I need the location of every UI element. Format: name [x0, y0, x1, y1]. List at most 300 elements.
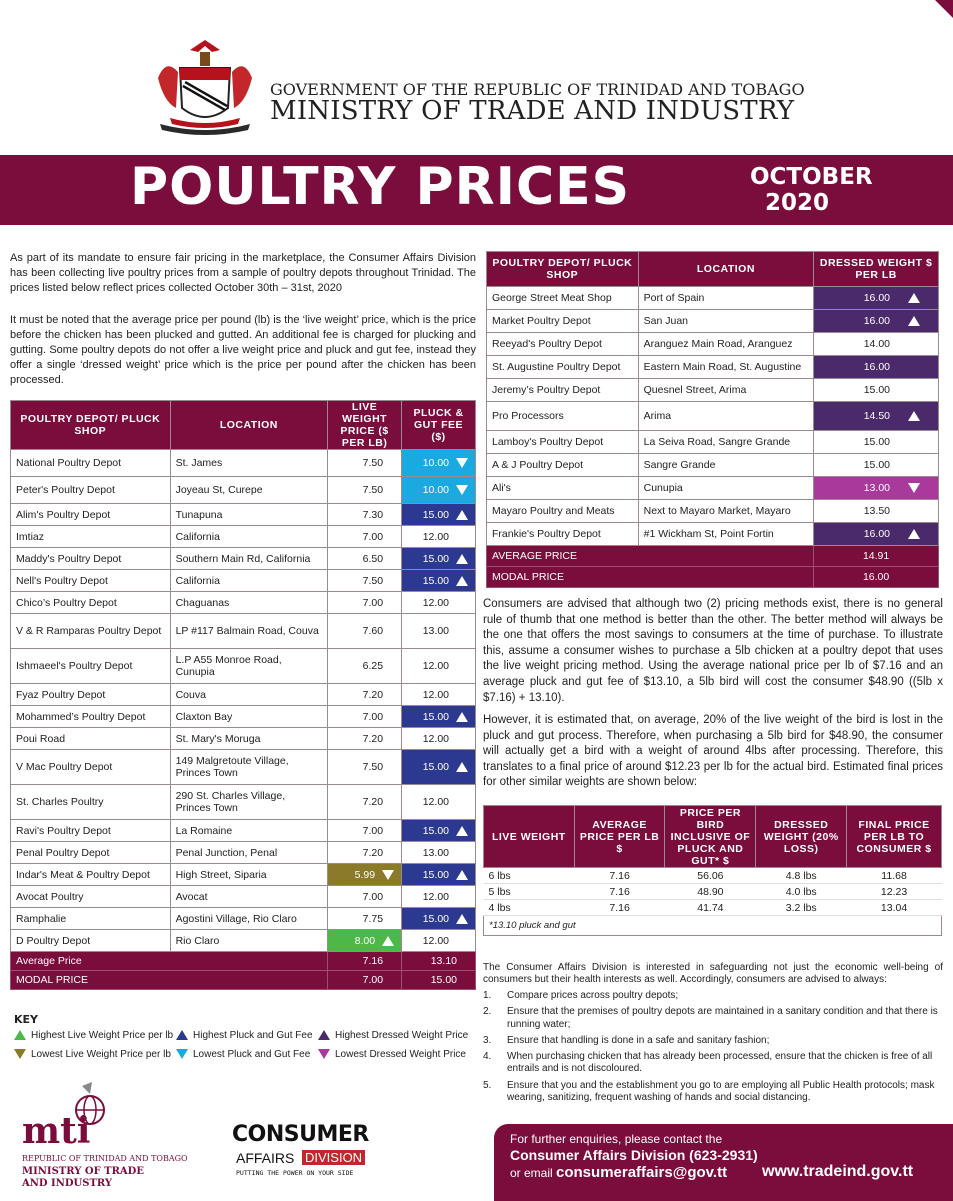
triangle-down-icon — [908, 483, 920, 493]
table-row — [11, 570, 476, 592]
dressed-price-value: 16.00 — [863, 292, 890, 304]
mti-sub1: REPUBLIC OF TRINIDAD AND TOBAGO — [22, 1154, 188, 1163]
live-weight-cell: 5 lbs — [484, 884, 575, 900]
title-year: 2020 — [765, 190, 830, 216]
dressed-weight-price — [814, 379, 939, 402]
live-weight-price — [328, 526, 402, 548]
depot-location: Next to Mayaro Market, Mayaro — [638, 500, 814, 523]
depot-name: George Street Meat Shop — [487, 287, 639, 310]
list-item — [483, 1080, 943, 1105]
live-weight-price — [328, 728, 402, 750]
fee-value: 15.00 — [422, 574, 449, 587]
live-weight-price — [328, 864, 402, 886]
depot-location: L.P A55 Monroe Road, Cunupia — [170, 649, 328, 684]
depot-location: Port of Spain — [638, 287, 814, 310]
pluck-gut-fee — [402, 820, 476, 842]
depot-location: Avocat — [170, 886, 328, 908]
col-header-price-per-bird: PRICE PER BIRD INCLUSIVE OF PLUCK AND GUT* $ — [665, 806, 756, 868]
depot-name: Nell's Poultry Depot — [11, 570, 171, 592]
live-weight-price — [328, 706, 402, 728]
depot-location: Agostini Village, Rio Claro — [170, 908, 328, 930]
fee-value: 10.00 — [422, 457, 449, 469]
ministry-heading: MINISTRY OF TRADE AND INDUSTRY — [270, 96, 795, 126]
corner-accent — [935, 0, 953, 18]
col-header-location: LOCATION — [638, 252, 814, 287]
fee-value: 15.00 — [422, 508, 449, 521]
depot-name: Imtiaz — [11, 526, 171, 548]
table-row — [487, 356, 939, 379]
fee-value: 15.00 — [422, 824, 449, 837]
average-fee: 13.10 — [402, 952, 476, 971]
live-weight-value: 7.50 — [362, 574, 384, 587]
live-weight-price — [328, 886, 402, 908]
table-row — [11, 649, 476, 684]
depot-location: High Street, Siparia — [170, 864, 328, 886]
live-weight-price — [328, 548, 402, 570]
dressed-weight-price — [814, 310, 939, 333]
table-row — [487, 523, 939, 546]
live-weight-value: 6.25 — [362, 660, 384, 672]
depot-name: Market Poultry Depot — [487, 310, 639, 333]
table-row — [11, 728, 476, 750]
triangle-down-icon — [318, 1049, 330, 1059]
fee-value: 15.00 — [422, 761, 449, 773]
average-price-label: Average Price — [11, 952, 328, 971]
final-price-cell: 13.04 — [847, 900, 942, 916]
pluck-gut-fee — [402, 750, 476, 785]
list-text: Ensure that the premises of poultry depots are maintained in a sanitary condition and that there is running water; — [507, 1006, 938, 1030]
fee-value: 13.00 — [422, 846, 449, 859]
table-row — [11, 548, 476, 570]
live-weight-value: 5.99 — [354, 868, 376, 881]
title-month: OCTOBER — [750, 164, 873, 190]
depot-location: California — [170, 526, 328, 548]
dressed-weight-cell: 4.8 lbs — [756, 868, 847, 884]
dressed-price-value: 15.00 — [863, 459, 890, 471]
depot-location: Couva — [170, 684, 328, 706]
depot-name: Ali's — [487, 477, 639, 500]
pluck-gut-fee — [402, 706, 476, 728]
website-link[interactable]: www.tradeind.gov.tt — [762, 1163, 914, 1180]
list-number: 4. — [483, 1051, 492, 1063]
triangle-down-icon — [14, 1049, 26, 1059]
triangle-up-icon — [908, 293, 920, 303]
col-header-location: LOCATION — [170, 401, 328, 450]
list-item — [483, 1006, 943, 1031]
depot-location: Tunapuna — [170, 504, 328, 526]
consumer-advice-paragraph-1: Consumers are advised that although two (2) pricing methods exist, there is no general rule of thumb that one method is better than the other. The better method will always be the one that offers the most savings to consumers at the time of purchase. To illustrate this, assume a consumer wishes to purchase a 5lb chicken at a poultry depot that uses the live weight pricing method. Using the average national price per lb of $7.16 and an average pluck and gut fee of $13.10, a 5lb bird will cost the consumer $48.90 ((5lb x $7.16) + 13.10). — [483, 598, 943, 704]
triangle-down-icon — [382, 870, 394, 880]
modal-price-label: MODAL PRICE — [487, 567, 814, 588]
col-header-dressed-weight: DRESSED WEIGHT (20% LOSS) — [756, 806, 847, 868]
depot-name: St. Charles Poultry — [11, 785, 171, 820]
live-weight-price — [328, 750, 402, 785]
depot-name: St. Augustine Poultry Depot — [487, 356, 639, 379]
table-row — [487, 379, 939, 402]
depot-name: A & J Poultry Depot — [487, 454, 639, 477]
pluck-gut-fee — [402, 886, 476, 908]
dressed-price-value: 13.00 — [863, 482, 890, 494]
pluck-gut-fee — [402, 785, 476, 820]
depot-name: V & R Ramparas Poultry Depot — [11, 614, 171, 649]
list-number: 2. — [483, 1006, 492, 1018]
depot-name: Ravi's Poultry Depot — [11, 820, 171, 842]
coat-of-arms-icon — [150, 38, 260, 138]
table-row — [11, 526, 476, 548]
key-lowest-fee: Lowest Pluck and Gut Fee — [176, 1049, 310, 1060]
fee-value: 12.00 — [422, 688, 449, 701]
dressed-weight-price — [814, 333, 939, 356]
depot-name: National Poultry Depot — [11, 450, 171, 477]
table-row — [487, 333, 939, 356]
modal-fee: 15.00 — [402, 971, 476, 990]
depot-location: Quesnel Street, Arima — [638, 379, 814, 402]
list-text: When purchasing chicken that has already been processed, ensure that the chicken is free of all entrails and is not discoloured. — [507, 1051, 933, 1075]
col-header-live-price: LIVE WEIGHT PRICE ($ PER LB) — [328, 401, 402, 450]
live-weight-value: 7.50 — [362, 484, 384, 496]
dressed-weight-price — [814, 402, 939, 431]
cad-line2b: DIVISION — [302, 1150, 365, 1165]
live-weight-value: 7.75 — [362, 912, 384, 925]
dressed-price-value: 15.00 — [863, 384, 890, 396]
triangle-up-icon — [456, 762, 468, 772]
table-row — [487, 310, 939, 333]
dressed-weight-price — [814, 500, 939, 523]
contact-line-3: or email consumeraffairs@gov.tt — [510, 1164, 728, 1181]
table-row — [11, 614, 476, 649]
pluck-gut-fee — [402, 570, 476, 592]
depot-location: Southern Main Rd, California — [170, 548, 328, 570]
list-text: Ensure that you and the establishment you go to are employing all Public Health protocols; mask wearing, sanitizing, frequent washing of hands and social distancing. — [507, 1079, 935, 1104]
dressed-weight-price — [814, 431, 939, 454]
table-row — [484, 884, 942, 900]
triangle-up-icon — [908, 529, 920, 539]
contact-email-link[interactable]: consumeraffairs@gov.tt — [556, 1164, 728, 1181]
pluck-gut-fee — [402, 614, 476, 649]
fee-value: 15.00 — [422, 552, 449, 565]
live-weight-price — [328, 614, 402, 649]
fee-value: 12.00 — [422, 890, 449, 903]
cad-tagline: PUTTING THE POWER ON YOUR SIDE — [236, 1169, 354, 1177]
dressed-weight-cell: 4.0 lbs — [756, 884, 847, 900]
depot-location: 290 St. Charles Village, Princes Town — [170, 785, 328, 820]
depot-name: Mohammed’s Poultry Depot — [11, 706, 171, 728]
depot-location: LP #117 Balmain Road, Couva — [170, 614, 328, 649]
final-price-cell: 12.23 — [847, 884, 942, 900]
pluck-gut-fee — [402, 592, 476, 614]
triangle-up-icon — [14, 1030, 26, 1040]
dressed-price-value: 15.00 — [863, 436, 890, 448]
table-row — [11, 930, 476, 952]
page-title: POULTRY PRICES — [130, 157, 631, 217]
average-price-cell: 7.16 — [574, 884, 665, 900]
live-weight-price — [328, 684, 402, 706]
depot-name: Fyaz Poultry Depot — [11, 684, 171, 706]
live-weight-price — [328, 842, 402, 864]
dressed-weight-price — [814, 523, 939, 546]
government-heading: GOVERNMENT OF THE REPUBLIC OF TRINIDAD AND TOBAGO — [270, 80, 805, 99]
col-header-fee: PLUCK & GUT FEE ($) — [402, 401, 476, 450]
live-weight-value: 7.20 — [362, 732, 384, 745]
modal-dressed-price: 16.00 — [814, 567, 939, 588]
advice-list — [483, 990, 943, 1108]
depot-location: Cunupia — [638, 477, 814, 500]
table-row — [11, 592, 476, 614]
triangle-down-icon — [456, 458, 468, 468]
live-weight-price — [328, 820, 402, 842]
depot-location: Aranguez Main Road, Aranguez — [638, 333, 814, 356]
table-row — [11, 750, 476, 785]
live-weight-value: 7.00 — [362, 824, 384, 837]
mti-logo — [22, 1080, 212, 1192]
depot-location: #1 Wickham St, Point Fortin — [638, 523, 814, 546]
table-row — [11, 908, 476, 930]
table-row — [484, 900, 942, 916]
depot-name: Chico’s Poultry Depot — [11, 592, 171, 614]
dressed-price-value: 13.50 — [863, 505, 890, 517]
triangle-up-icon — [456, 914, 468, 924]
intro-paragraph-1: As part of its mandate to ensure fair pricing in the marketplace, the Consumer Affairs Division has been collecting live poultry prices from a sample of poultry depots throughout Trinidad. The prices listed below reflect prices collected October 30th – 31st, 2020 — [10, 252, 476, 294]
depot-name: Mayaro Poultry and Meats — [487, 500, 639, 523]
pluck-gut-fee — [402, 504, 476, 526]
table-row — [11, 886, 476, 908]
triangle-up-icon — [908, 316, 920, 326]
triangle-up-icon — [176, 1030, 188, 1040]
depot-location: Eastern Main Road, St. Augustine — [638, 356, 814, 379]
pluck-gut-fee — [402, 548, 476, 570]
key-highest-live: Highest Live Weight Price per lb — [14, 1030, 173, 1041]
live-weight-value: 7.00 — [362, 530, 384, 543]
live-weight-price — [328, 592, 402, 614]
fee-value: 15.00 — [422, 868, 449, 881]
pluck-gut-fee — [402, 728, 476, 750]
dressed-weight-price — [814, 287, 939, 310]
depot-location: Arima — [638, 402, 814, 431]
final-price-estimate-table — [483, 805, 942, 936]
live-weight-price — [328, 649, 402, 684]
safeguard-intro: The Consumer Affairs Division is interested in safeguarding not just the economic well-being of consumers but their health interests as well. Accordingly, consumers are advised to always: — [483, 962, 943, 986]
triangle-up-icon — [908, 411, 920, 421]
triangle-up-icon — [456, 510, 468, 520]
live-weight-price — [328, 504, 402, 526]
col-header-final-price: FINAL PRICE PER LB TO CONSUMER $ — [847, 806, 942, 868]
depot-name: Ishmaeel's Poultry Depot — [11, 649, 171, 684]
live-weight-value: 7.20 — [362, 846, 384, 859]
average-live-price: 7.16 — [328, 952, 402, 971]
triangle-down-icon — [456, 485, 468, 495]
fee-value: 12.00 — [422, 796, 449, 808]
table-row — [487, 477, 939, 500]
fee-value: 12.00 — [422, 934, 449, 947]
dressed-price-value: 14.00 — [863, 338, 890, 350]
table-row — [11, 504, 476, 526]
average-price-label: AVERAGE PRICE — [487, 546, 814, 567]
list-number: 5. — [483, 1079, 492, 1091]
consumer-affairs-logo — [232, 1122, 392, 1182]
col-header-depot: POULTRY DEPOT/ PLUCK SHOP — [11, 401, 171, 450]
live-weight-price — [328, 570, 402, 592]
list-item — [483, 990, 943, 1002]
live-weight-price — [328, 450, 402, 477]
pluck-gut-fee — [402, 450, 476, 477]
depot-location: California — [170, 570, 328, 592]
list-item — [483, 1051, 943, 1076]
dressed-price-value: 16.00 — [863, 361, 890, 373]
depot-name: Avocat Poultry — [11, 886, 171, 908]
estimate-note: *13.10 pluck and gut — [484, 916, 942, 936]
depot-location: Rio Claro — [170, 930, 328, 952]
fee-value: 12.00 — [422, 660, 449, 672]
dressed-weight-cell: 3.2 lbs — [756, 900, 847, 916]
key-highest-dressed: Highest Dressed Weight Price — [318, 1030, 468, 1041]
live-weight-value: 7.30 — [362, 508, 384, 521]
key-lowest-dressed: Lowest Dressed Weight Price — [318, 1049, 466, 1060]
depot-name: Indar's Meat & Poultry Depot — [11, 864, 171, 886]
table-row — [487, 402, 939, 431]
live-weight-price — [328, 930, 402, 952]
triangle-up-icon — [382, 936, 394, 946]
table-row — [11, 820, 476, 842]
pluck-gut-fee — [402, 842, 476, 864]
pluck-gut-fee — [402, 864, 476, 886]
cad-line1: CONSUMER — [232, 1122, 369, 1147]
dressed-price-value: 16.00 — [863, 315, 890, 327]
depot-name: V Mac Poultry Depot — [11, 750, 171, 785]
table-row — [11, 864, 476, 886]
col-header-live-weight: LIVE WEIGHT — [484, 806, 575, 868]
live-weight-cell: 4 lbs — [484, 900, 575, 916]
fee-value: 15.00 — [422, 912, 449, 925]
dressed-price-value: 14.50 — [863, 410, 890, 422]
depot-name: Pro Processors — [487, 402, 639, 431]
live-weight-value: 7.00 — [362, 710, 384, 723]
pluck-gut-fee — [402, 684, 476, 706]
depot-name: Peter's Poultry Depot — [11, 477, 171, 504]
depot-name: Alim's Poultry Depot — [11, 504, 171, 526]
average-price-cell: 7.16 — [574, 868, 665, 884]
live-weight-value: 8.00 — [354, 934, 376, 947]
key-lowest-live: Lowest Live Weight Price per lb — [14, 1049, 171, 1060]
fee-value: 12.00 — [422, 530, 449, 543]
table-row — [487, 454, 939, 477]
pluck-gut-fee — [402, 477, 476, 504]
pluck-gut-fee — [402, 526, 476, 548]
price-per-bird-cell: 56.06 — [665, 868, 756, 884]
modal-price-label: MODAL PRICE — [11, 971, 328, 990]
list-number: 1. — [483, 990, 492, 1001]
triangle-up-icon — [456, 826, 468, 836]
col-header-dressed-price: DRESSED WEIGHT $ PER LB — [814, 252, 939, 287]
table-row — [11, 706, 476, 728]
average-dressed-price: 14.91 — [814, 546, 939, 567]
price-per-bird-cell: 41.74 — [665, 900, 756, 916]
triangle-up-icon — [456, 712, 468, 722]
depot-name: Poui Road — [11, 728, 171, 750]
live-weight-price — [328, 908, 402, 930]
triangle-up-icon — [456, 554, 468, 564]
depot-location: Sangre Grande — [638, 454, 814, 477]
mti-sub3: AND INDUSTRY — [22, 1178, 113, 1189]
fee-value: 12.00 — [422, 732, 449, 745]
depot-name: Penal Poultry Depot — [11, 842, 171, 864]
list-text: Compare prices across poultry depots; — [507, 990, 679, 1001]
consumer-advice-paragraph-2: However, it is estimated that, on average, 20% of the live weight of the bird is lost in the pluck and gut process. Therefore, when purchasing a 5lb bird for $48.90, the consumer will actually get a bird with a weight of around 4lbs after processing. Therefore, this translates to a final price of around $12.23 per lb for the actual bird. Estimated final prices for other similar weights are shown below: — [483, 714, 943, 789]
cad-line2a: AFFAIRS — [236, 1150, 295, 1166]
fee-value: 15.00 — [422, 710, 449, 723]
intro-paragraph-2: It must be noted that the average price per pound (lb) is the ‘live weight’ price, which is the price before the chicken has been plucked and gutted. An additional fee is charged for plucking and gutting. Some poultry depots do not offer a live weight price and pluck and gut fee, instead they offer a single ‘dressed weight’ price which is the price per pound after the chicken has been processed. — [10, 314, 476, 386]
table-row — [487, 431, 939, 454]
contact-line-2: Consumer Affairs Division (623-2931) — [510, 1147, 758, 1163]
live-weight-value: 7.50 — [362, 761, 384, 773]
depot-location: St. Mary's Moruga — [170, 728, 328, 750]
fee-value: 12.00 — [422, 596, 449, 609]
key-title: KEY — [14, 1013, 39, 1026]
table-row — [11, 450, 476, 477]
table-row — [487, 500, 939, 523]
table-row — [11, 477, 476, 504]
depot-location: San Juan — [638, 310, 814, 333]
dressed-weight-price — [814, 477, 939, 500]
list-text: Ensure that handling is done in a safe and sanitary fashion; — [507, 1034, 770, 1046]
dressed-weight-table — [486, 251, 939, 588]
col-header-average-price: AVERAGE PRICE PER LB $ — [574, 806, 665, 868]
depot-name: D Poultry Depot — [11, 930, 171, 952]
triangle-down-icon — [176, 1049, 188, 1059]
live-weight-value: 7.20 — [362, 796, 384, 808]
live-weight-cell: 6 lbs — [484, 868, 575, 884]
col-header-depot: POULTRY DEPOT/ PLUCK SHOP — [487, 252, 639, 287]
depot-name: Jeremy’s Poultry Depot — [487, 379, 639, 402]
contact-line-1: For further enquiries, please contact the — [510, 1132, 723, 1146]
live-weight-value: 7.00 — [362, 596, 384, 609]
list-number: 3. — [483, 1034, 492, 1046]
depot-location: St. James — [170, 450, 328, 477]
dressed-price-value: 16.00 — [863, 528, 890, 540]
live-weight-value: 7.60 — [362, 625, 384, 637]
pluck-gut-fee — [402, 649, 476, 684]
depot-location: Chaguanas — [170, 592, 328, 614]
table-row — [11, 684, 476, 706]
depot-name: Maddy's Poultry Depot — [11, 548, 171, 570]
mti-sub2: MINISTRY OF TRADE — [22, 1166, 144, 1177]
depot-name: Ramphalie — [11, 908, 171, 930]
fee-value: 10.00 — [422, 484, 449, 496]
mti-wordmark: mti — [22, 1110, 91, 1152]
live-weight-value: 7.00 — [362, 890, 384, 903]
live-weight-price — [328, 785, 402, 820]
table-row — [487, 287, 939, 310]
live-weight-value: 7.50 — [362, 457, 384, 469]
depot-location: Claxton Bay — [170, 706, 328, 728]
depot-name: Reeyad's Poultry Depot — [487, 333, 639, 356]
price-per-bird-cell: 48.90 — [665, 884, 756, 900]
triangle-up-icon — [456, 576, 468, 586]
depot-location: La Seiva Road, Sangre Grande — [638, 431, 814, 454]
table-row — [11, 785, 476, 820]
triangle-up-icon — [456, 870, 468, 880]
list-item — [483, 1035, 943, 1047]
depot-name: Frankie's Poultry Depot — [487, 523, 639, 546]
live-weight-value: 6.50 — [362, 552, 384, 565]
fee-value: 13.00 — [422, 625, 449, 637]
pluck-gut-fee — [402, 930, 476, 952]
depot-location: Penal Junction, Penal — [170, 842, 328, 864]
pluck-gut-fee — [402, 908, 476, 930]
live-weight-table — [10, 400, 476, 990]
dressed-weight-price — [814, 356, 939, 379]
triangle-up-icon — [318, 1030, 330, 1040]
depot-location: 149 Malgretoute Village, Princes Town — [170, 750, 328, 785]
